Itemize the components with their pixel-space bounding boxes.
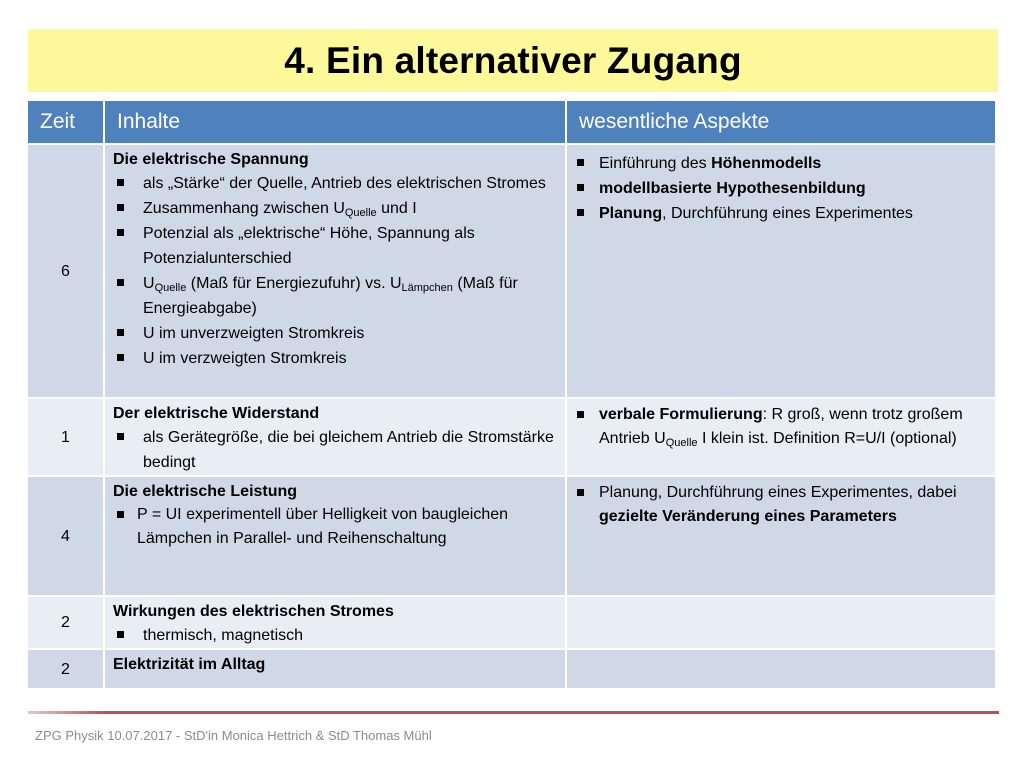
bullet-icon — [577, 209, 584, 216]
bullet-icon — [577, 411, 584, 418]
list-item: Zusammenhang zwischen $U_{Quelle}$ und I — [113, 196, 559, 221]
aspekte-cell — [566, 398, 996, 476]
bullet-icon — [117, 179, 124, 186]
aspekte-cell — [566, 649, 996, 689]
footer-divider — [28, 711, 999, 714]
list-item: als „Stärke“ der Quelle, Antrieb des elektrischen Stromes — [113, 171, 559, 196]
list-item: U im unverzweigten Stromkreis — [113, 321, 559, 346]
bullet-icon — [577, 159, 584, 166]
slide-title: 4. Ein alternativer Zugang — [284, 39, 742, 81]
inhalte-cell — [104, 476, 566, 596]
zeit-cell: 2 — [28, 649, 104, 689]
list-item: U im verzweigten Stromkreis — [113, 346, 559, 371]
bullet-icon — [117, 329, 124, 336]
inhalte-cell — [104, 398, 566, 476]
table-header-row — [28, 101, 996, 144]
bullet-icon — [117, 229, 124, 236]
list-item: thermisch, magnetisch — [113, 623, 559, 648]
bullet-icon — [117, 511, 124, 518]
section-heading: Die elektrische Leistung — [113, 483, 298, 500]
bullet-icon — [117, 354, 124, 361]
bullet-list — [113, 623, 559, 648]
bullet-icon — [117, 204, 124, 211]
section-heading: Elektrizität im Alltag — [113, 656, 266, 673]
table-row — [28, 476, 996, 596]
content-table — [28, 101, 997, 690]
header-aspekte: wesentliche Aspekte — [566, 101, 996, 144]
table-row — [28, 596, 996, 649]
zeit-cell: 2 — [28, 596, 104, 649]
inhalte-cell — [104, 649, 566, 689]
bullet-list — [113, 425, 559, 475]
zeit-cell: 1 — [28, 398, 104, 476]
bullet-icon — [577, 489, 584, 496]
inhalte-cell — [104, 144, 566, 398]
aspect-list — [575, 481, 989, 529]
inhalte-cell — [104, 596, 566, 649]
aspekte-cell — [566, 596, 996, 649]
aspect-item: Einführung des Höhenmodells — [575, 151, 989, 176]
list-item: P = UI experimentell über Helligkeit von baugleichen Lämpchen in Parallel- und Reihenschaltung — [113, 503, 559, 551]
bullet-icon — [117, 433, 124, 440]
table-row — [28, 649, 996, 689]
bullet-icon — [117, 631, 124, 638]
bullet-list — [113, 171, 559, 371]
table-row — [28, 398, 996, 476]
zeit-cell: 6 — [28, 144, 104, 398]
aspect-item: Planung, Durchführung eines Experimentes — [575, 201, 989, 226]
aspect-item: verbale Formulierung: R groß, wenn trotz großem Antrieb $U_{Quelle}$ I klein ist. Definition R=U/I (optional) — [575, 403, 989, 451]
section-heading: Die elektrische Spannung — [113, 151, 309, 168]
header-zeit: Zeit — [28, 101, 104, 144]
aspekte-cell — [566, 476, 996, 596]
aspect-list — [575, 403, 989, 451]
aspect-list — [575, 151, 989, 226]
aspect-item: Planung, Durchführung eines Experimentes, dabei gezielte Veränderung eines Parameters — [575, 481, 989, 529]
aspekte-cell — [566, 144, 996, 398]
bullet-icon — [577, 184, 584, 191]
title-banner — [28, 29, 998, 92]
section-heading: Wirkungen des elektrischen Stromes — [113, 603, 394, 620]
table-row — [28, 144, 996, 398]
bullet-icon — [117, 279, 124, 286]
section-heading: Der elektrische Widerstand — [113, 405, 320, 422]
bullet-list — [113, 503, 559, 551]
zeit-cell: 4 — [28, 476, 104, 596]
list-item: Potenzial als „elektrische“ Höhe, Spannung als Potenzialunterschied — [113, 221, 559, 271]
footer-text: ZPG Physik 10.07.2017 - StD'in Monica Hettrich & StD Thomas Mühl — [35, 728, 432, 743]
aspect-item: modellbasierte Hypothesenbildung — [575, 176, 989, 201]
header-inhalte: Inhalte — [104, 101, 566, 144]
list-item: als Gerätegröße, die bei gleichem Antrieb die Stromstärke bedingt — [113, 425, 559, 475]
list-item: $U_{Quelle}$ (Maß für Energiezufuhr) vs. $U_{Lämpchen}$ (Maß für Energieabgabe) — [113, 271, 559, 321]
